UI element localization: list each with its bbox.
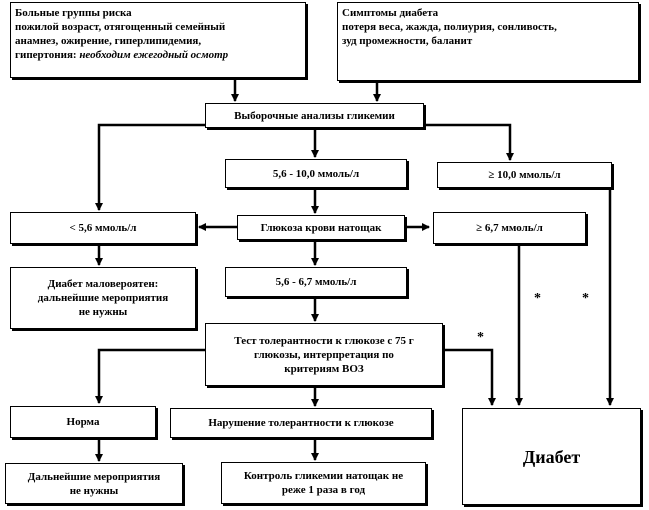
diabetes-label: Диабет [522, 446, 581, 467]
gtt-line-3: критериям ВОЗ [284, 362, 364, 375]
range-5-6-6-7-label: 5,6 - 6,7 ммоль/л [275, 276, 357, 288]
impaired-tolerance-label: Нарушение толерантности к глюкозе [208, 417, 394, 429]
control-line-2: реже 1 раза в год [281, 484, 366, 496]
screening-label: Выборочные анализы гликемии [234, 109, 395, 122]
asterisk-ge-6-7: * [534, 291, 541, 306]
fasting-glucose-label: Глюкоза крови натощак [260, 221, 382, 234]
symptoms-title: Симптомы диабета [342, 7, 439, 19]
range-5-6-10-0-box [225, 159, 407, 188]
risk-groups-line-3-italic: необходим ежегодный осмотр [79, 49, 229, 61]
control-line-1: Контроль гликемии натощак не [243, 470, 404, 482]
risk-groups-title: Больные группы риска [15, 7, 132, 19]
gtt-line-1: Тест толерантности к глюкозе с 75 г [234, 334, 414, 347]
no-further-measures-box [5, 463, 183, 504]
symptoms-line-1: потеря веса, жажда, полиурия, сонливость, [342, 21, 557, 33]
lt-5-6-label: < 5,6 ммоль/л [69, 222, 137, 234]
ge-6-7-label: ≥ 6,7 ммоль/л [476, 222, 543, 234]
ge-10-0-box [437, 162, 612, 188]
range-5-6-10-0-label: 5,6 - 10,0 ммоль/л [272, 167, 360, 180]
ge-10-0-label: ≥ 10,0 ммоль/л [488, 169, 561, 181]
symptoms-line-2: зуд промежности, баланит [342, 35, 473, 47]
risk-groups-line-2: анамнез, ожирение, гиперлипидемия, [15, 35, 202, 47]
impaired-tolerance-box [170, 408, 432, 438]
no-further-line-2: не нужны [69, 484, 119, 497]
gtt-box [205, 323, 443, 386]
diabetes-unlikely-line-2: дальнейшие мероприятия [37, 292, 169, 304]
symptoms-box [337, 2, 639, 81]
norm-box [10, 406, 156, 438]
gtt-line-2: глюкозы, интерпретация по [254, 348, 394, 361]
lt-5-6-box [10, 212, 196, 244]
glycemia-control-box [221, 462, 426, 504]
ge-6-7-box [433, 212, 586, 244]
norm-label: Норма [66, 416, 100, 428]
diabetes-unlikely-line-1: Диабет маловероятен: [47, 278, 159, 290]
asterisk-ge-10-0: * [582, 291, 589, 306]
diabetes-box [462, 408, 641, 505]
no-further-line-1: Дальнейшие мероприятия [27, 470, 161, 483]
screening-box [205, 103, 424, 128]
risk-groups-line-1: пожилой возраст, отягощенный семейный [15, 21, 226, 33]
diabetes-unlikely-line-3: не нужны [78, 306, 128, 318]
range-5-6-6-7-box [225, 267, 407, 297]
risk-groups-line-3 [15, 48, 301, 62]
asterisk-gtt: * [477, 330, 484, 345]
fasting-glucose-box [237, 215, 405, 240]
diabetes-unlikely-box [10, 267, 196, 329]
risk-groups-box [10, 2, 306, 78]
risk-groups-line-3-prefix: гипертония: [15, 49, 77, 61]
